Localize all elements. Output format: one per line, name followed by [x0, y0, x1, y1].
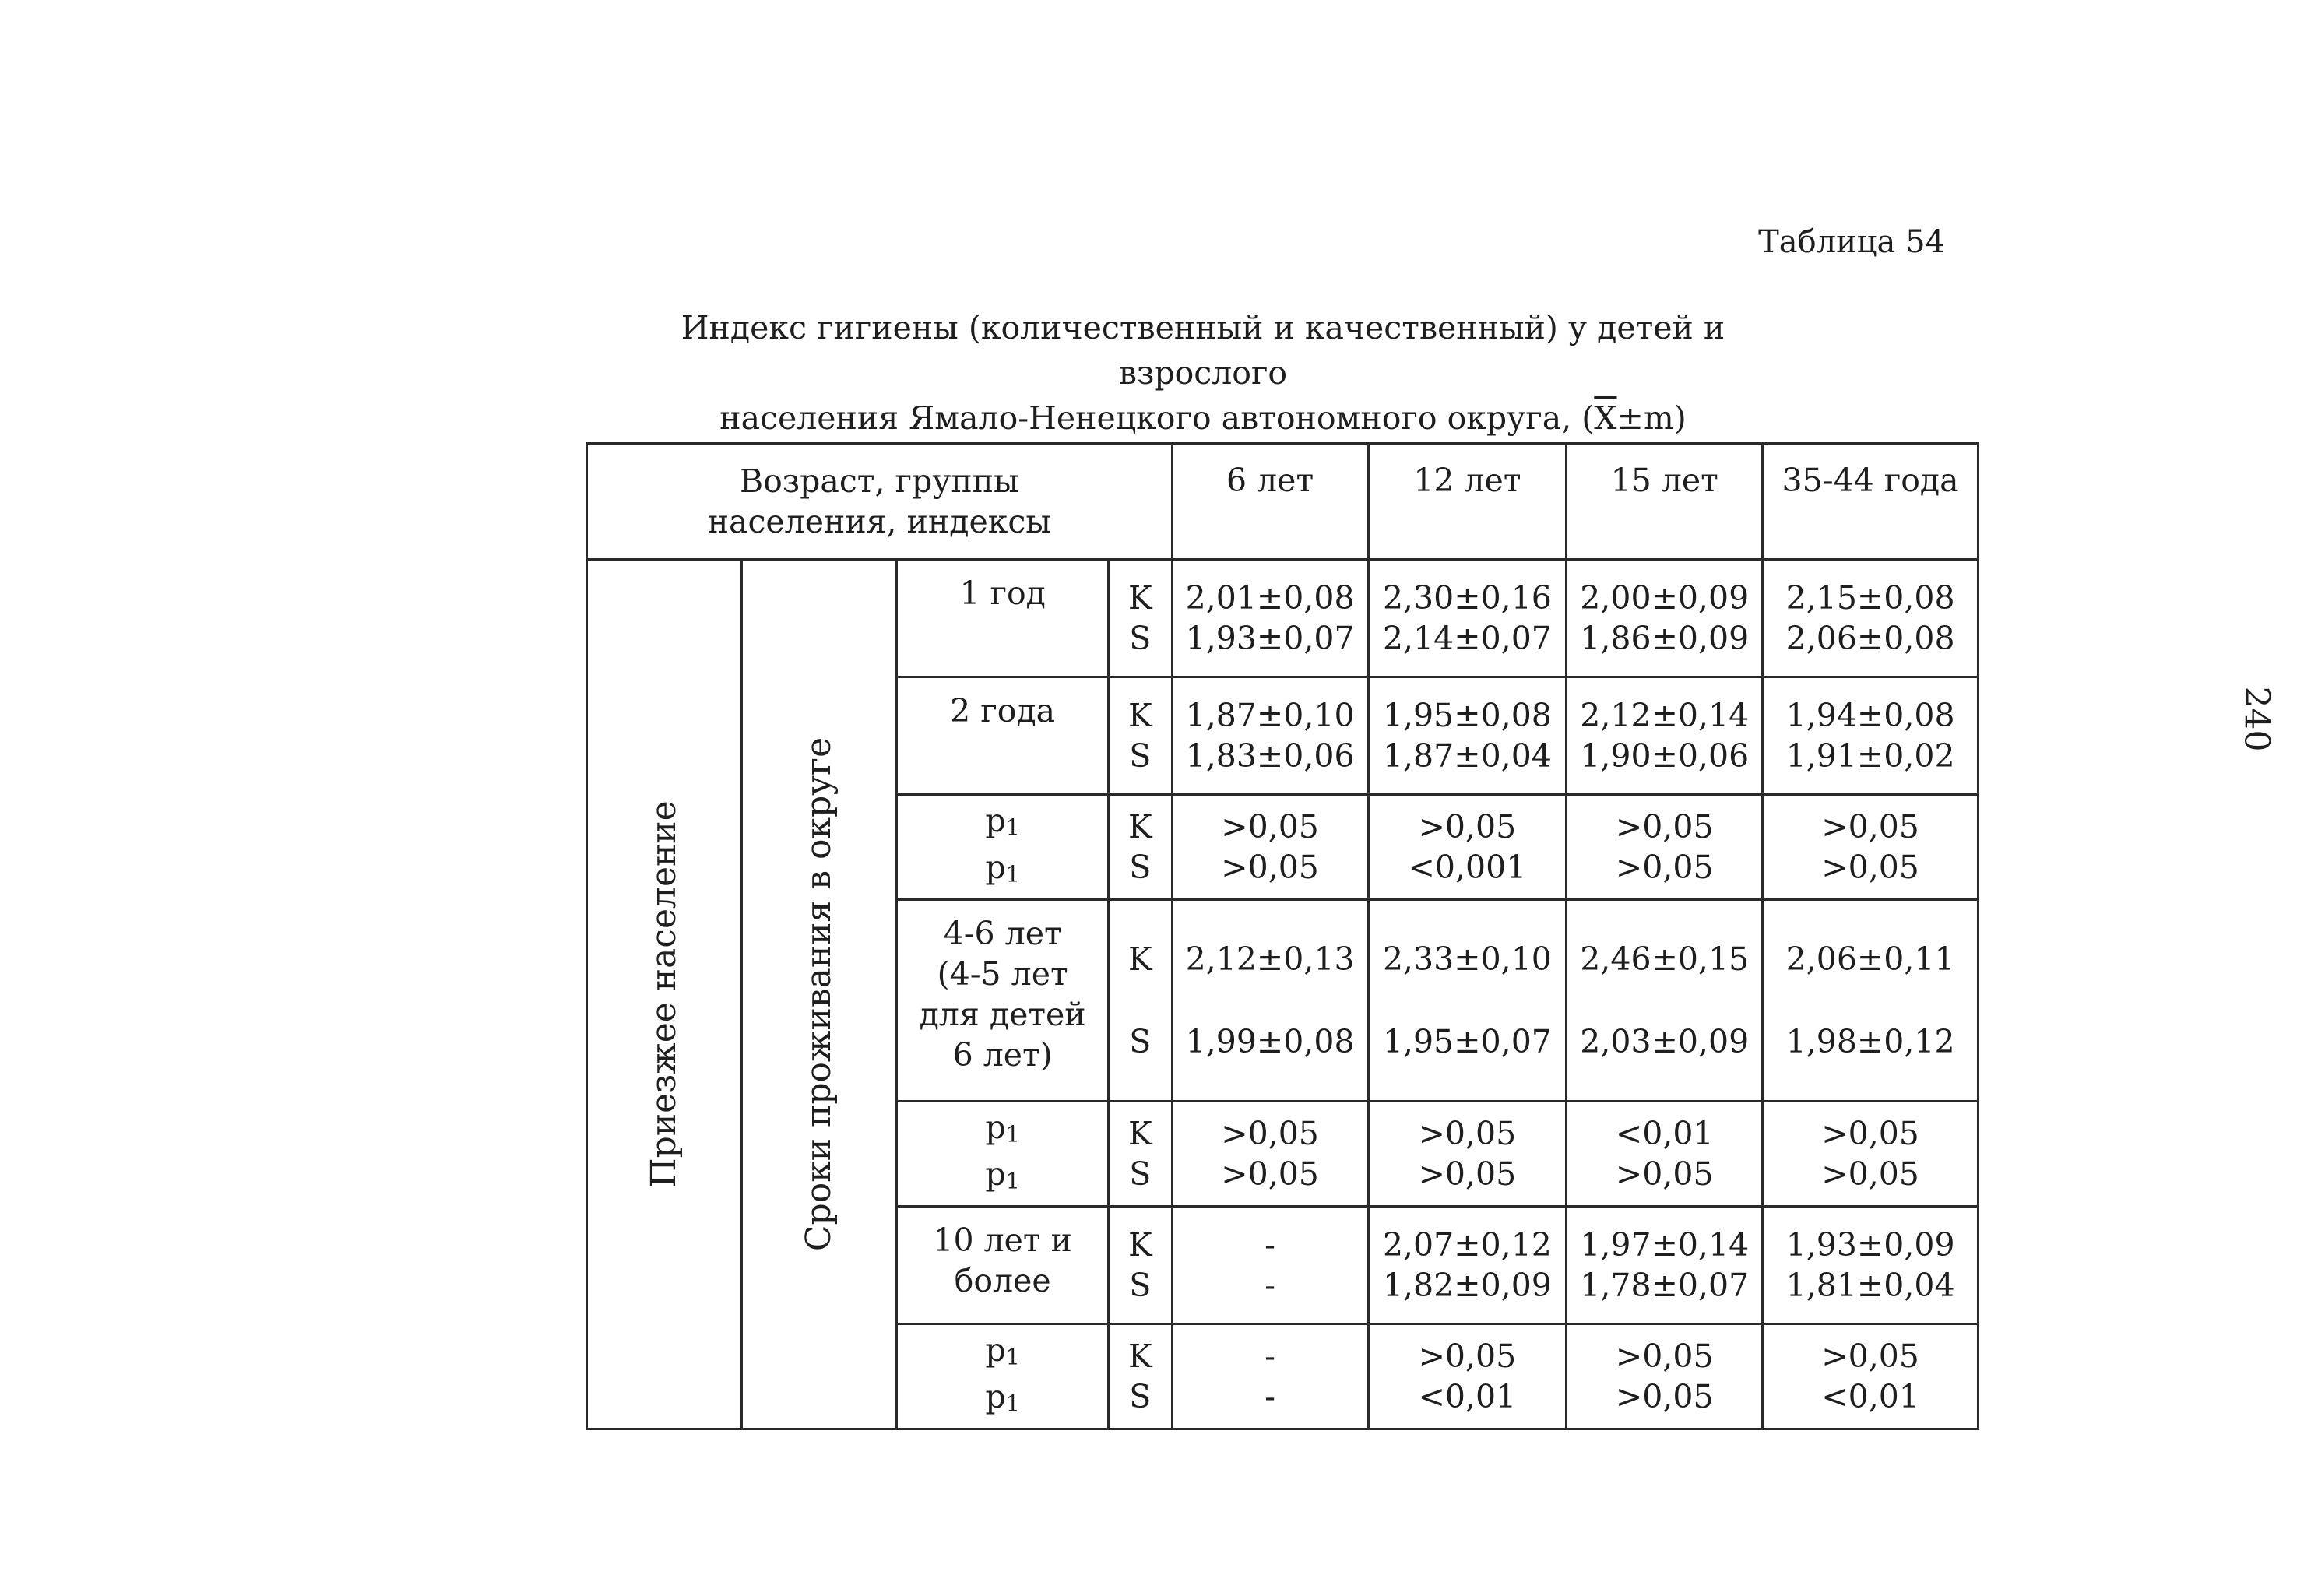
- value-s: >0,05: [1221, 1155, 1319, 1193]
- value-cell-35-44-years: [1763, 560, 1979, 677]
- index-letter: S: [1129, 1378, 1152, 1415]
- row-label-cell: [897, 1102, 1108, 1207]
- index-stack: [1110, 1225, 1171, 1306]
- row-label-cell: [897, 1324, 1108, 1429]
- row-label-text: более: [954, 1262, 1051, 1299]
- value-stack: [1173, 578, 1367, 659]
- value-k: 2,33±0,10: [1382, 940, 1552, 978]
- index-letter: S: [1129, 737, 1152, 775]
- value-s: <0,01: [1821, 1378, 1919, 1415]
- value-cell-12-years: [1368, 1324, 1567, 1429]
- row-label-line: [985, 1376, 1020, 1423]
- row-label-cell: [897, 560, 1108, 677]
- row-label-line: [933, 1220, 1072, 1260]
- value-s: >0,05: [1615, 1155, 1714, 1193]
- value-s: 2,06±0,08: [1785, 620, 1955, 657]
- row-label-line: [920, 994, 1086, 1035]
- value-cell-15-years: [1567, 1102, 1763, 1207]
- index-cell: [1108, 1324, 1172, 1429]
- value-k: >0,05: [1418, 1338, 1517, 1375]
- value-k: 2,00±0,09: [1580, 579, 1750, 617]
- value-k: -: [1265, 1226, 1275, 1264]
- value-stack: [1370, 807, 1566, 888]
- value-k: 2,07±0,12: [1382, 1226, 1552, 1264]
- index-cell: [1108, 677, 1172, 795]
- caption-x-bar-symbol: $\overline{X}$: [1594, 399, 1617, 437]
- value-stack: [1370, 1336, 1566, 1417]
- row-label: [898, 1107, 1106, 1201]
- table-caption: [600, 305, 1806, 441]
- value-cell-6-years: [1172, 1207, 1368, 1324]
- row-label-text: 10 лет и: [933, 1222, 1072, 1259]
- value-s: 1,91±0,02: [1785, 737, 1955, 775]
- value-stack: [1567, 1225, 1761, 1306]
- value-cell-12-years: [1368, 900, 1567, 1102]
- index-cell: [1108, 1207, 1172, 1324]
- value-k: 1,87±0,10: [1185, 697, 1355, 734]
- header-group-line-1: Возраст, группы: [739, 462, 1019, 500]
- value-cell-15-years: [1567, 900, 1763, 1102]
- value-k: 2,06±0,11: [1785, 940, 1955, 978]
- value-cell-6-years: [1172, 1324, 1368, 1429]
- value-stack: [1370, 1225, 1566, 1306]
- header-group-cell: [587, 444, 1173, 560]
- value-stack: [1173, 1113, 1367, 1194]
- value-stack: [1764, 1336, 1977, 1417]
- value-s: >0,05: [1418, 1155, 1517, 1193]
- page-number: 240: [2236, 686, 2277, 752]
- value-s: 1,83±0,06: [1185, 737, 1355, 775]
- value-s: >0,05: [1615, 1378, 1714, 1415]
- index-stack: [1110, 1336, 1171, 1417]
- row-label-line: [985, 1330, 1020, 1376]
- row-label-text: p: [985, 801, 1006, 839]
- value-stack: [1567, 695, 1761, 776]
- value-k: 1,97±0,14: [1580, 1226, 1750, 1264]
- index-letter: S: [1129, 1267, 1152, 1304]
- value-k: <0,01: [1615, 1115, 1714, 1152]
- value-cell-6-years: [1172, 677, 1368, 795]
- index-letter: K: [1127, 579, 1152, 617]
- value-s: -: [1265, 1267, 1275, 1304]
- index-stack: [1110, 807, 1171, 888]
- row-label: [898, 913, 1106, 1075]
- row-label-text: p: [985, 1378, 1006, 1415]
- value-stack: [1764, 939, 1977, 1062]
- row-label-line: [985, 847, 1020, 894]
- value-stack: [1173, 1336, 1367, 1417]
- row-label-subscript: 1: [1005, 1167, 1020, 1194]
- value-stack: [1764, 1225, 1977, 1306]
- value-s: 1,87±0,04: [1382, 737, 1552, 775]
- index-stack: [1110, 578, 1171, 659]
- outer-group-cell: [587, 560, 742, 1429]
- value-s: 2,14±0,07: [1382, 620, 1552, 657]
- value-k: >0,05: [1221, 808, 1319, 845]
- value-k: >0,05: [1821, 1338, 1919, 1375]
- row-label: [898, 573, 1106, 613]
- value-s: 1,82±0,09: [1382, 1267, 1552, 1304]
- row-label-text: для детей: [919, 996, 1086, 1033]
- row-label: [898, 1220, 1106, 1301]
- caption-line-1: Индекс гигиены (количественный и качественный) у детей и взрослого: [681, 309, 1725, 392]
- row-label-cell: [897, 1207, 1108, 1324]
- header-col-35-44-years: 35-44 года: [1763, 444, 1979, 560]
- value-stack: [1567, 939, 1761, 1062]
- value-cell-12-years: [1368, 1102, 1567, 1207]
- value-stack: [1567, 1336, 1761, 1417]
- row-label-subscript: 1: [1005, 1343, 1020, 1369]
- index-cell: [1108, 900, 1172, 1102]
- row-label-line: [953, 1035, 1053, 1075]
- value-stack: [1370, 939, 1566, 1062]
- row-label-subscript: 1: [1005, 1390, 1020, 1417]
- value-stack: [1173, 1225, 1367, 1306]
- value-s: 1,93±0,07: [1185, 620, 1355, 657]
- value-stack: [1764, 807, 1977, 888]
- table-body: [587, 444, 1979, 1429]
- value-s: >0,05: [1615, 849, 1714, 886]
- row-label-line: [985, 1107, 1020, 1154]
- value-s: >0,05: [1821, 1155, 1919, 1193]
- value-cell-12-years: [1368, 1207, 1567, 1324]
- row-label-cell: [897, 900, 1108, 1102]
- value-cell-15-years: [1567, 795, 1763, 900]
- value-stack: [1764, 695, 1977, 776]
- row-label-text: 2 года: [950, 692, 1056, 729]
- value-k: 1,93±0,09: [1785, 1226, 1955, 1264]
- value-k: 2,01±0,08: [1185, 579, 1355, 617]
- index-stack: [1110, 695, 1171, 776]
- value-cell-35-44-years: [1763, 1102, 1979, 1207]
- row-label: [898, 691, 1106, 731]
- value-s: 1,78±0,07: [1580, 1267, 1750, 1304]
- value-cell-15-years: [1567, 560, 1763, 677]
- value-s: 2,03±0,09: [1580, 1023, 1750, 1060]
- row-label-line: [944, 913, 1062, 954]
- index-letter: S: [1129, 849, 1152, 886]
- value-cell-15-years: [1567, 1207, 1763, 1324]
- value-s: <0,01: [1418, 1378, 1517, 1415]
- value-cell-35-44-years: [1763, 677, 1979, 795]
- value-k: >0,05: [1221, 1115, 1319, 1152]
- value-s: >0,05: [1221, 849, 1319, 886]
- value-k: >0,05: [1615, 808, 1714, 845]
- row-label-text: p: [985, 849, 1006, 886]
- outer-group-label: Приезжее население: [644, 800, 684, 1188]
- value-cell-6-years: [1172, 1102, 1368, 1207]
- value-k: >0,05: [1821, 808, 1919, 845]
- index-letter: K: [1127, 697, 1152, 734]
- row-label-line: [985, 800, 1020, 847]
- value-k: 2,12±0,13: [1185, 940, 1355, 978]
- value-stack: [1370, 1113, 1566, 1194]
- row-label-text: (4-5 лет: [937, 955, 1068, 993]
- value-k: 1,95±0,08: [1382, 697, 1552, 734]
- value-k: -: [1265, 1338, 1275, 1375]
- table-number: Таблица 54: [1758, 224, 1945, 260]
- row-label-cell: [897, 677, 1108, 795]
- value-stack: [1567, 1113, 1761, 1194]
- header-col-12-years: 12 лет: [1368, 444, 1567, 560]
- value-cell-35-44-years: [1763, 795, 1979, 900]
- value-k: 2,12±0,14: [1580, 697, 1750, 734]
- value-cell-35-44-years: [1763, 1207, 1979, 1324]
- value-cell-6-years: [1172, 560, 1368, 677]
- row-label: [898, 800, 1106, 895]
- row-label-subscript: 1: [1005, 860, 1020, 888]
- value-k: 2,30±0,16: [1382, 579, 1552, 617]
- value-s: >0,05: [1821, 849, 1919, 886]
- value-k: >0,05: [1615, 1338, 1714, 1375]
- row-label-subscript: 1: [1005, 1120, 1020, 1147]
- value-cell-12-years: [1368, 560, 1567, 677]
- value-stack: [1567, 807, 1761, 888]
- index-letter: K: [1127, 940, 1152, 978]
- row-label-line: [950, 691, 1055, 731]
- index-cell: [1108, 795, 1172, 900]
- value-s: -: [1265, 1378, 1275, 1415]
- header-col-6-years: 6 лет: [1172, 444, 1368, 560]
- value-cell-12-years: [1368, 795, 1567, 900]
- caption-line-2-suffix: ±m): [1616, 399, 1687, 437]
- index-letter: K: [1127, 1115, 1152, 1152]
- header-col-15-years: 15 лет: [1567, 444, 1763, 560]
- caption-line-2-prefix: населения Ямало-Ненецкого автономного округа, (: [719, 399, 1595, 437]
- value-k: >0,05: [1821, 1115, 1919, 1152]
- value-stack: [1764, 578, 1977, 659]
- header-group-line-2: населения, индексы: [707, 503, 1051, 540]
- row-label-text: 4-6 лет: [943, 915, 1062, 952]
- value-stack: [1567, 578, 1761, 659]
- row-label-text: p: [985, 1331, 1006, 1369]
- value-cell-35-44-years: [1763, 900, 1979, 1102]
- inner-group-label: Сроки проживания в округе: [799, 736, 839, 1252]
- header-row: [587, 444, 1979, 560]
- value-k: 2,46±0,15: [1580, 940, 1750, 978]
- value-s: 1,95±0,07: [1382, 1023, 1552, 1060]
- value-stack: [1173, 695, 1367, 776]
- value-k: >0,05: [1418, 1115, 1517, 1152]
- index-letter: K: [1127, 1338, 1152, 1375]
- value-s: 1,90±0,06: [1580, 737, 1750, 775]
- row-label-text: 1 год: [959, 575, 1046, 612]
- index-stack: [1110, 939, 1171, 1062]
- value-s: 1,99±0,08: [1185, 1023, 1355, 1060]
- value-cell-15-years: [1567, 677, 1763, 795]
- index-letter: S: [1129, 620, 1152, 657]
- value-s: 1,98±0,12: [1785, 1023, 1955, 1060]
- value-stack: [1764, 1113, 1977, 1194]
- index-stack: [1110, 1113, 1171, 1194]
- inner-group-cell: [742, 560, 897, 1429]
- hygiene-index-table: [586, 442, 1979, 1430]
- value-stack: [1370, 578, 1566, 659]
- value-s: <0,001: [1408, 849, 1527, 886]
- row-label-line: [959, 573, 1046, 613]
- value-k: >0,05: [1418, 808, 1517, 845]
- row-label-line: [937, 954, 1068, 994]
- value-cell-6-years: [1172, 795, 1368, 900]
- value-stack: [1370, 695, 1566, 776]
- value-stack: [1173, 807, 1367, 888]
- value-cell-35-44-years: [1763, 1324, 1979, 1429]
- value-k: 2,15±0,08: [1785, 579, 1955, 617]
- value-cell-6-years: [1172, 900, 1368, 1102]
- value-k: 1,94±0,08: [1785, 697, 1955, 734]
- index-letter: K: [1127, 808, 1152, 845]
- index-letter: S: [1129, 1155, 1152, 1193]
- value-cell-12-years: [1368, 677, 1567, 795]
- row-label-text: p: [985, 1155, 1006, 1193]
- index-letter: S: [1129, 1023, 1152, 1060]
- row-label-cell: [897, 795, 1108, 900]
- value-stack: [1173, 939, 1367, 1062]
- row-label-text: 6 лет): [952, 1036, 1053, 1074]
- row-label: [898, 1330, 1106, 1424]
- row-label-text: p: [985, 1108, 1006, 1146]
- caption-line-2: [600, 395, 1806, 441]
- value-cell-15-years: [1567, 1324, 1763, 1429]
- index-letter: K: [1127, 1226, 1152, 1264]
- value-s: 1,81±0,04: [1785, 1267, 1955, 1304]
- row-label-line: [955, 1260, 1051, 1301]
- value-s: 1,86±0,09: [1580, 620, 1750, 657]
- row-label-subscript: 1: [1005, 814, 1020, 840]
- index-cell: [1108, 1102, 1172, 1207]
- index-cell: [1108, 560, 1172, 677]
- row-label-line: [985, 1154, 1020, 1201]
- table-row: [587, 560, 1979, 677]
